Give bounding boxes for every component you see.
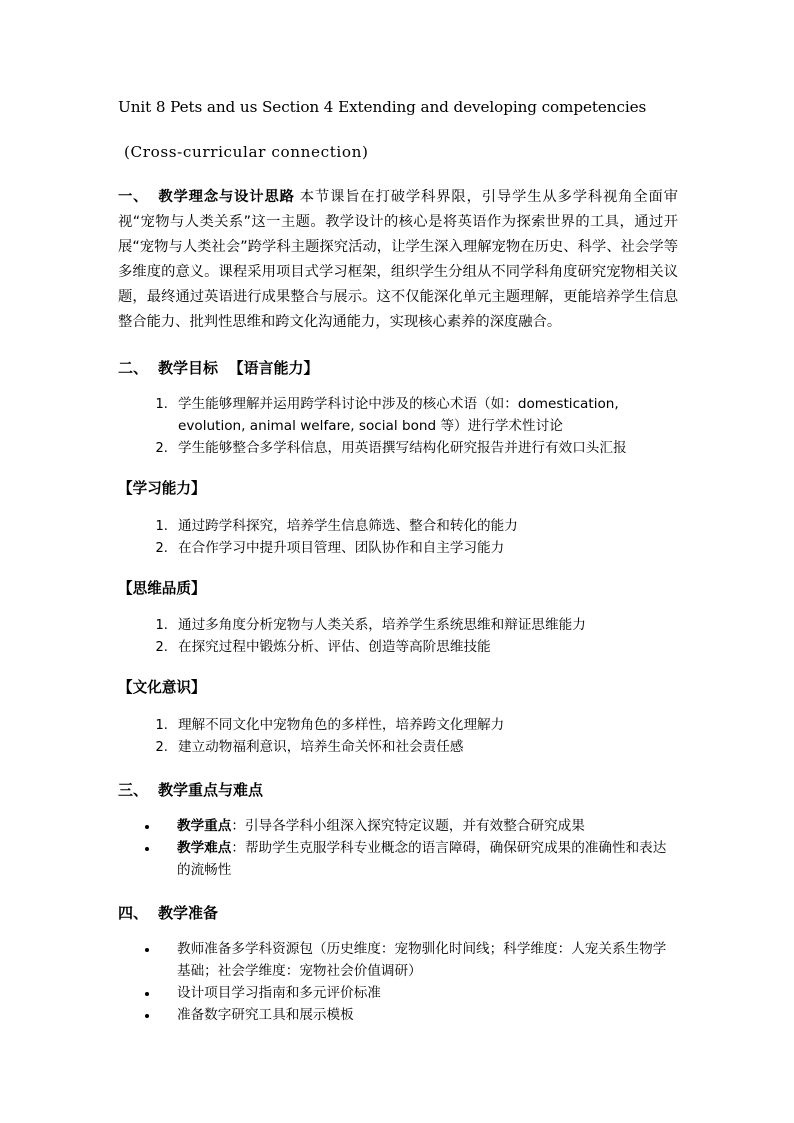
spacer (118, 758, 678, 780)
cultural-awareness-heading: 【文化意识】 (118, 679, 206, 697)
spacer (118, 335, 678, 358)
section-two-heading-text: 教学目标 (158, 359, 219, 378)
list-item (159, 815, 678, 837)
section-two-heading (118, 358, 678, 378)
thinking-quality-heading: 【思维品质】 (118, 579, 206, 597)
section-three-heading (118, 780, 678, 800)
section-four-number: 四、 (118, 903, 149, 922)
section-three-heading-text: 教学重点与难点 (158, 780, 264, 799)
document-content (118, 100, 678, 1026)
list-item: 1. 通过跨学科探究，培养学生信息筛选、整合和转化的能力 (172, 515, 678, 537)
language-ability-list (118, 393, 678, 459)
spacer (118, 699, 678, 714)
document-title-line-2: (Cross-curricular connection) (124, 143, 369, 162)
learning-ability-list (118, 515, 678, 559)
spacer (118, 559, 678, 579)
list-item-text: 帮助学生克服学科专业概念的语言障碍，确保研究成果的准确性和表达的流畅性 (177, 839, 667, 878)
section-one-heading: 教学理念与设计思路 (158, 189, 295, 206)
section-one-paragraph (118, 185, 678, 335)
section-four-heading-text: 教学准备 (158, 903, 219, 922)
list-item (159, 837, 678, 881)
spacer (118, 658, 678, 678)
spacer (118, 378, 678, 393)
list-item-label: 教学难点 (177, 839, 232, 856)
document-title-line-1: Unit 8 Pets and us Section 4 Extending and developing competencies (118, 98, 647, 116)
section-two-heading-suffix: 【语言能力】 (228, 359, 319, 378)
list-item-label: 教学重点 (177, 817, 232, 834)
list-item: 1. 通过多角度分析宠物与人类关系，培养学生系统思维和辩证思维能力 (172, 614, 678, 636)
learning-ability-heading: 【学习能力】 (118, 480, 206, 498)
spacer (118, 161, 678, 185)
list-item-separator: ： (231, 839, 245, 856)
section-one-body: 本节课旨在打破学科界限，引导学生从多学科视角全面审视“宠物与人类关系”这一主题。教学设计的核心是将英语作为探索世界的工具，通过开展“宠物与人类社会”跨学科主题探究活动，让学生深入理解宠物在历史、科学、社会学等多维度的意义。课程采用项目式学习框架，组织学生分组从不同学科角度研究宠物相关议题，最终通过英语进行成果整合与展示。这不仅能深化单元主题理解，更能培养学生信息整合能力、批判性思维和跨文化沟通能力，实现核心素养的深度融合。 (118, 189, 679, 331)
list-item-separator: ： (231, 817, 245, 834)
spacer (118, 800, 678, 815)
list-item-text: 引导各学科小组深入探究特定议题，并有效整合研究成果 (244, 817, 585, 834)
list-item: 2. 建立动物福利意识，培养生命关怀和社会责任感 (172, 736, 678, 758)
thinking-quality-list (118, 614, 678, 658)
section-four-heading (118, 903, 678, 923)
section-four-list (118, 938, 678, 1026)
list-item: 2. 在合作学习中提升项目管理、团队协作和自主学习能力 (172, 537, 678, 559)
spacer (118, 459, 678, 479)
section-two-number: 二、 (118, 359, 149, 378)
spacer (118, 500, 678, 515)
list-item: 2. 在探究过程中锻炼分析、评估、创造等高阶思维技能 (172, 636, 678, 658)
list-item: 1. 学生能够理解并运用跨学科讨论中涉及的核心术语（如：domestication, evolution, animal welfare, social bond 等）进行学术性讨论 (172, 393, 678, 437)
cultural-awareness-list (118, 714, 678, 758)
list-item: 2. 学生能够整合多学科信息，用英语撰写结构化研究报告并进行有效口头汇报 (172, 437, 678, 459)
list-item: • 设计项目学习指南和多元评价标准 (159, 982, 678, 1004)
spacer (118, 881, 678, 903)
list-item: 1. 理解不同文化中宠物角色的多样性，培养跨文化理解力 (172, 714, 678, 736)
spacer (118, 923, 678, 938)
section-one-number: 一、 (118, 189, 149, 206)
list-item: • 准备数字研究工具和展示模板 (159, 1004, 678, 1026)
spacer (118, 599, 678, 614)
section-three-number: 三、 (118, 780, 149, 799)
list-item: • 教师准备多学科资源包（历史维度：宠物驯化时间线；科学维度：人宠关系生物学基础；社会学维度：宠物社会价值调研） (159, 938, 678, 982)
section-three-list (118, 815, 678, 881)
